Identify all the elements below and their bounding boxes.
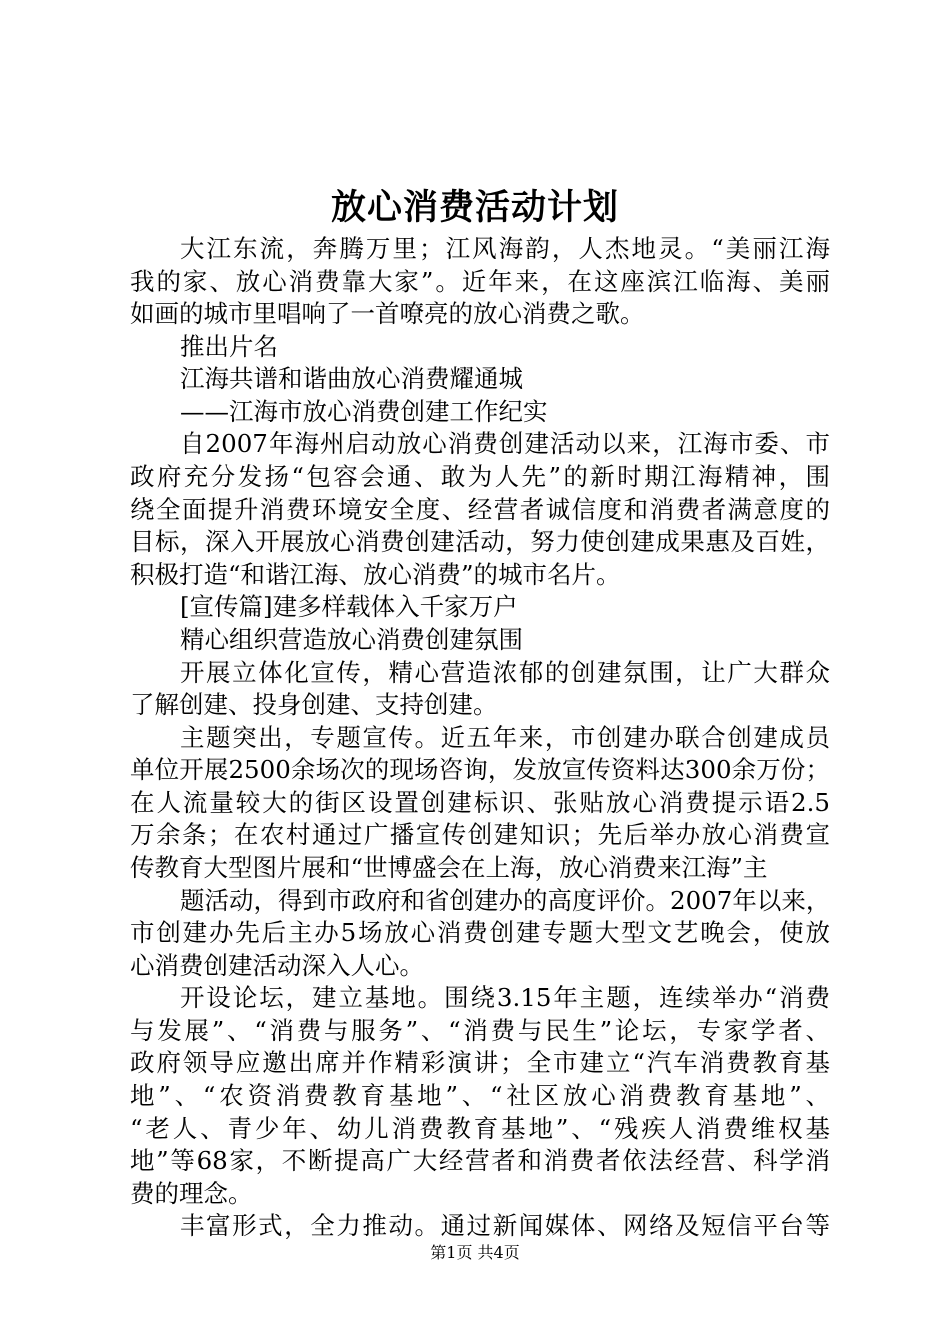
text-line: 如画的城市里唱响了一首嘹亮的放心消费之歌。 xyxy=(130,299,645,329)
text-line: 自2007年海州启动放心消费创建活动以来，江海市委、市 xyxy=(180,429,830,459)
text-line: 绕全面提升消费环境安全度、经营者诚信度和消费者满意度的 xyxy=(130,494,830,524)
text-line: [宣传篇]建多样载体入千家万户 xyxy=(180,592,518,622)
text-line: 政府领导应邀出席并作精彩演讲；全市建立“汽车消费教育基 xyxy=(130,1048,830,1078)
text-line: 开设论坛，建立基地。围绕3.15年主题，连续举办“消费 xyxy=(180,983,830,1013)
text-line: 与发展”、“消费与服务”、“消费与民生”论坛，专家学者、 xyxy=(130,1015,830,1045)
text-line: 传教育大型图片展和“世博盛会在上海，放心消费来江海”主 xyxy=(130,852,768,882)
text-line: 目标，深入开展放心消费创建活动，努力使创建成果惠及百姓， xyxy=(130,527,830,557)
text-line: 了解创建、投身创建、支持创建。 xyxy=(130,690,498,720)
text-line: 积极打造“和谐江海、放心消费”的城市名片。 xyxy=(130,559,621,589)
text-line: 心消费创建活动深入人心。 xyxy=(130,950,424,980)
text-line: 地”、“农资消费教育基地”、“社区放心消费教育基地”、 xyxy=(130,1081,830,1111)
page-footer: 第1页 共4页 xyxy=(430,1243,520,1262)
text-line: “老人、青少年、幼儿消费教育基地”、“残疾人消费维权基 xyxy=(130,1113,830,1143)
text-line: 费的理念。 xyxy=(130,1178,253,1208)
text-line: 开展立体化宣传，精心营造浓郁的创建氛围，让广大群众 xyxy=(180,657,830,687)
text-line: 市创建办先后主办5场放心消费创建专题大型文艺晚会，使放 xyxy=(130,918,830,948)
text-line: 政府充分发扬“包容会通、敢为人先”的新时期江海精神，围 xyxy=(130,462,830,492)
text-line: ——江海市放心消费创建工作纪实 xyxy=(180,396,548,426)
text-line: 大江东流，奔腾万里；江风海韵，人杰地灵。“美丽江海 xyxy=(180,234,830,263)
text-line: 推出片名 xyxy=(180,331,278,361)
document-title: 放心消费活动计划 xyxy=(330,187,619,228)
text-line: 题活动，得到市政府和省创建办的高度评价。2007年以来， xyxy=(180,885,831,915)
text-line: 主题突出，专题宣传。近五年来，市创建办联合创建成员 xyxy=(180,722,830,752)
text-line: 江海共谱和谐曲放心消费耀通城 xyxy=(180,364,523,394)
text-line: 地”等68家，不断提高广大经营者和消费者依法经营、科学消 xyxy=(130,1146,830,1176)
text-line: 我的家、放心消费靠大家”。近年来，在这座滨江临海、美丽 xyxy=(130,266,830,296)
text-line: 精心组织营造放心消费创建氛围 xyxy=(180,624,523,654)
document-body xyxy=(130,233,830,1243)
text-line: 丰富形式，全力推动。通过新闻媒体、网络及短信平台等 xyxy=(180,1211,830,1241)
text-line: 万余条；在农村通过广播宣传创建知识；先后举办放心消费宣 xyxy=(130,820,830,850)
text-line: 单位开展2500余场次的现场咨询，发放宣传资料达300余万份； xyxy=(130,755,830,785)
text-line: 在人流量较大的街区设置创建标识、张贴放心消费提示语2.5 xyxy=(130,787,830,817)
